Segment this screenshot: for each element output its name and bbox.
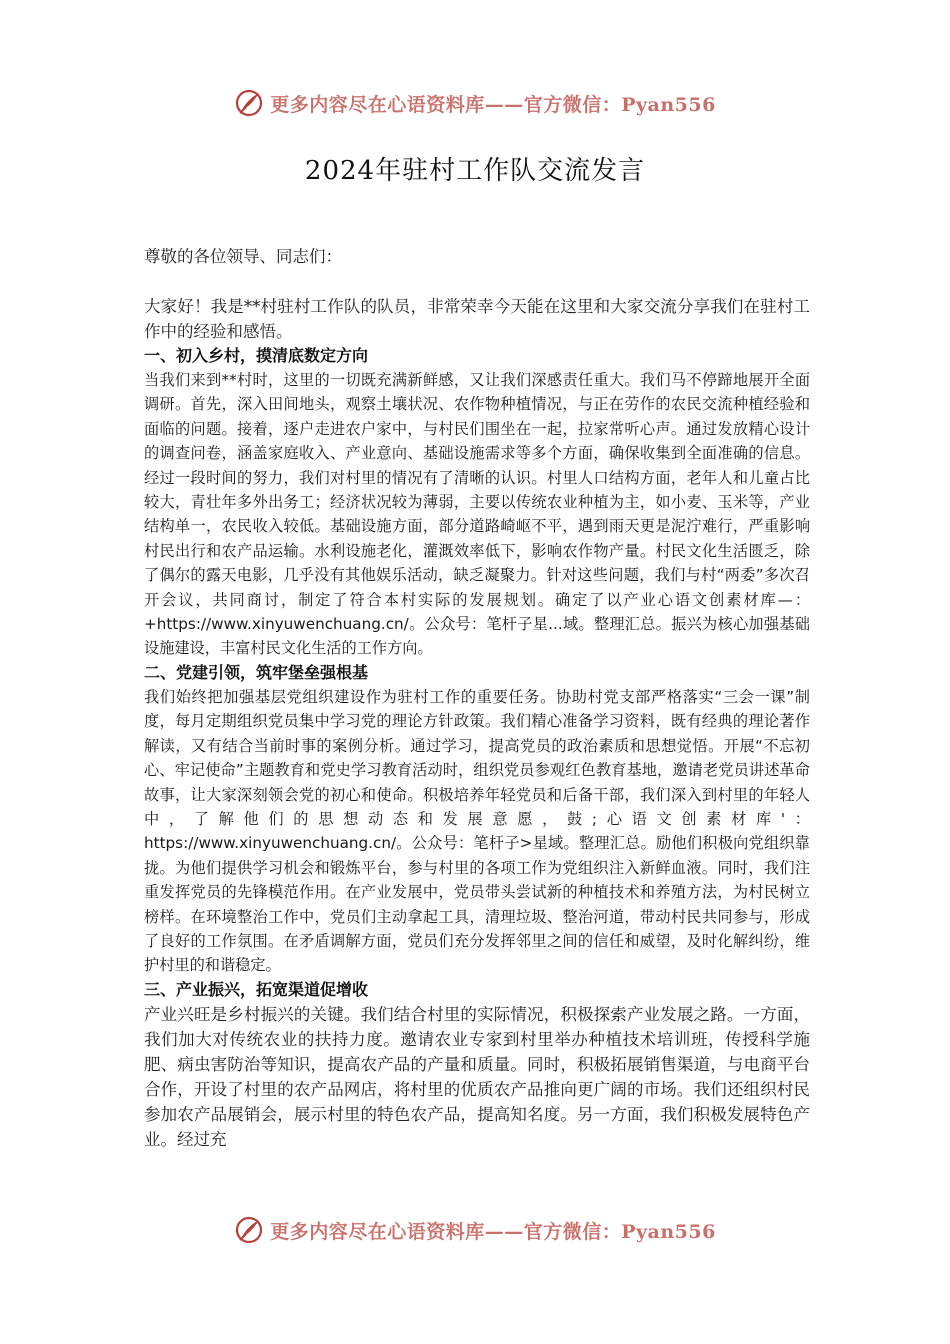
watermark-text: 更多内容尽在心语资料库——官方微信：Pyan556 [270, 93, 716, 116]
document-title: 2024年驻村工作队交流发言 [304, 156, 646, 186]
watermark-text: 更多内容尽在心语资料库——官方微信：Pyan556 [270, 1220, 716, 1243]
intro-paragraph: 大家好！我是**村驻村工作队的队员，非常荣幸今天能在这里和大家交流分享我们在驻村工作中的经验和感悟。 [144, 297, 810, 341]
greeting: 尊敬的各位领导、同志们： [144, 247, 342, 266]
section-heading-1: 一、初入乡村，摸清底数定方向 [144, 346, 369, 365]
feather-pen-logo-icon [234, 88, 264, 118]
section-paragraph-1: 当我们来到**村时，这里的一切既充满新鲜感，又让我们深感责任重大。我们马不停蹄地展开全面调研。首先，深入田间地头，观察土壤状况、农作物种植情况，与正在劳作的农民交流种植经验和面临的问题。接着，逐户走进农户家中，与村民们围坐在一起，拉家常听心声。通过发放精心设计的调查问卷，涵盖家庭收入、产业意向、基础设施需求等多个方面，确保收集到全面准确的信息。经过一段时间的努力，我们对村里的情况有了清晰的认识。村里人口结构方面，老年人和儿童占比较大，青壮年多外出务工；经济状况较为薄弱，主要以传统农业种植为主，如小麦、玉米等，产业结构单一，农民收入较低。基础设施方面，部分道路崎岖不平，遇到雨天更是泥泞难行，严重影响村民出行和农产品运输。水利设施老化，灌溉效率低下，影响农作物产量。村民文化生活匮乏，除了偶尔的露天电影，几乎没有其他娱乐活动，缺乏凝聚力。针对这些问题，我们与村“两委”多次召开会议，共同商讨，制定了符合本村实际的发展规划。确定了以产业心语文创素材库—：+https://www.xinyuwenchuang.cn/。公众号：笔杆子星...域。整理汇总。振兴为核心加强基础设施建设，丰富村民文化生活的工作方向。 [144, 371, 810, 658]
watermark-banner-bottom [0, 1210, 950, 1250]
section-paragraph-2: 我们始终把加强基层党组织建设作为驻村工作的重要任务。协助村党支部严格落实“三会一课”制度，每月定期组织党员集中学习党的理论方针政策。我们精心准备学习资料，既有经典的理论著作解读，又有结合当前时事的案例分析。通过学习，提高党员的政治素质和思想觉悟。开展“不忘初心、牢记使命”主题教育和党史学习教育活动时，组织党员参观红色教育基地，邀请老党员讲述革命故事，让大家深刻领会党的初心和使命。积极培养年轻党员和后备干部，我们深入到村里的年轻人中，了解他们的思想动态和发展意愿，鼓;心语文创素材库'：https://www.xinyuwenchuang.cn/。公众号：笔杆子>星域。整理汇总。励他们积极向党组织靠拢。为他们提供学习机会和锻炼平台，参与村里的各项工作为党组织注入新鲜血液。同时，我们注重发挥党员的先锋模范作用。在产业发展中，党员带头尝试新的种植技术和养殖方法，为村民树立榜样。在环境整治工作中，党员们主动拿起工具，清理垃圾、整治河道，带动村民共同参与，形成了良好的工作氛围。在矛盾调解方面，党员们充分发挥邻里之间的信任和威望，及时化解纠纷，维护村里的和谐稳定。 [144, 687, 810, 975]
document-body [144, 244, 810, 1152]
section-heading-2: 二、党建引领，筑牢堡垒强根基 [144, 662, 369, 682]
section-heading-3: 三、产业振兴，拓宽渠道促增收 [144, 979, 369, 999]
section-paragraph-3: 产业兴旺是乡村振兴的关键。我们结合村里的实际情况，积极探索产业发展之路。一方面，我们加大对传统农业的扶持力度。邀请农业专家到村里举办种植技术培训班，传授科学施肥、病虫害防治等知识，提高农产品的产量和质量。同时，积极拓展销售渠道，与电商平台合作，开设了村里的农产品网店，将村里的优质农产品推向更广阔的市场。我们还组织村民参加农产品展销会，展示村里的特色农产品，提高知名度。另一方面，我们积极发展特色产业。经过充 [144, 1004, 810, 1149]
watermark-banner-top [0, 83, 950, 123]
feather-pen-logo-icon [234, 1215, 264, 1245]
